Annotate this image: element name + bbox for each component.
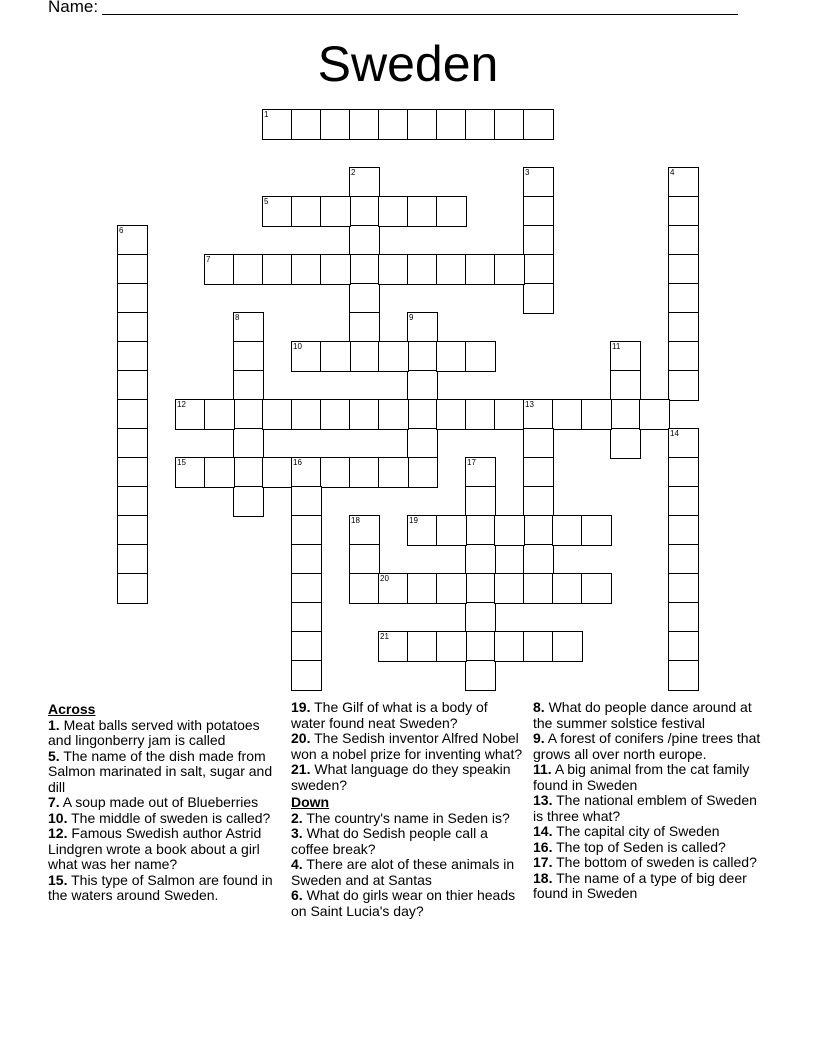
grid-cell[interactable] — [668, 312, 699, 343]
clue-item — [48, 811, 280, 827]
grid-cell[interactable] — [378, 196, 409, 227]
grid-cell[interactable] — [436, 573, 467, 604]
grid-cell[interactable] — [233, 254, 264, 285]
clue-text: A forest of conifers /pine trees that grows all over north europe. — [533, 730, 761, 762]
grid-cell[interactable] — [407, 457, 438, 488]
clue-item — [291, 762, 523, 793]
clue-item — [533, 840, 765, 856]
grid-cell[interactable] — [378, 457, 409, 488]
clues-column-2 — [291, 700, 523, 919]
grid-cell[interactable] — [291, 457, 322, 488]
grid-cell[interactable] — [581, 573, 612, 604]
grid-cell[interactable] — [233, 457, 264, 488]
clue-text: The country's name in Seden is? — [302, 809, 510, 826]
grid-cell[interactable] — [320, 341, 351, 372]
clue-number: 10. — [48, 809, 68, 826]
grid-cell[interactable] — [436, 515, 467, 546]
cell-number: 13 — [525, 400, 534, 409]
clues-column-1 — [48, 700, 280, 904]
grid-cell[interactable] — [465, 254, 496, 285]
clue-number: 8. — [533, 699, 545, 715]
grid-cell[interactable] — [262, 457, 293, 488]
cell-number: 12 — [177, 400, 186, 409]
grid-cell[interactable] — [639, 399, 670, 430]
grid-cell[interactable] — [320, 457, 351, 488]
cell-number: 18 — [351, 516, 360, 525]
clue-number: 9. — [533, 730, 545, 746]
grid-cell[interactable] — [523, 167, 554, 198]
grid-cell[interactable] — [523, 428, 554, 459]
cell-number: 11 — [612, 342, 621, 351]
grid-cell[interactable] — [349, 109, 380, 140]
grid-cell[interactable] — [204, 457, 235, 488]
grid-cell[interactable] — [378, 631, 409, 662]
clue-item — [291, 700, 523, 731]
grid-cell[interactable] — [117, 544, 148, 575]
grid-cell[interactable] — [291, 631, 322, 662]
clue-item — [48, 718, 280, 749]
clue-item — [533, 731, 765, 762]
grid-cell[interactable] — [349, 515, 380, 546]
grid-cell[interactable] — [668, 370, 699, 401]
grid-cell[interactable] — [378, 573, 409, 604]
grid-cell[interactable] — [668, 225, 699, 256]
grid-cell[interactable] — [204, 254, 235, 285]
grid-cell[interactable] — [117, 457, 148, 488]
puzzle-title: Sweden — [317, 36, 499, 92]
grid-cell[interactable] — [436, 109, 467, 140]
cell-number: 9 — [409, 313, 414, 322]
grid-cell[interactable] — [291, 486, 322, 517]
grid-cell[interactable] — [407, 341, 438, 372]
clue-text: The Gilf of what is a body of water found neat Sweden? — [291, 699, 488, 731]
grid-cell[interactable] — [523, 457, 554, 488]
grid-cell[interactable] — [117, 312, 148, 343]
clue-number: 13. — [533, 792, 553, 808]
grid-cell[interactable] — [291, 515, 322, 546]
clue-text: The capital city of Sweden — [552, 823, 720, 839]
grid-cell[interactable] — [117, 225, 148, 256]
grid-cell[interactable] — [523, 515, 554, 546]
grid-cell[interactable] — [465, 515, 496, 546]
grid-cell[interactable] — [465, 573, 496, 604]
grid-cell[interactable] — [523, 486, 554, 517]
grid-cell[interactable] — [668, 660, 699, 691]
grid-cell[interactable] — [610, 399, 641, 430]
clue-text: The top of Seden is called? — [552, 838, 726, 855]
clue-number: 19. — [291, 699, 311, 715]
grid-cell[interactable] — [407, 196, 438, 227]
clue-text: Famous Swedish author Astrid Lindgren wrote a book about a girl what was her name? — [48, 825, 262, 872]
clue-number: 6. — [291, 887, 303, 903]
grid-cell[interactable] — [668, 341, 699, 372]
cell-number: 2 — [351, 168, 356, 177]
grid-cell[interactable] — [552, 573, 583, 604]
grid-cell[interactable] — [117, 486, 148, 517]
clue-text: The name of a type of big deer found in Sweden — [533, 869, 747, 901]
grid-cell[interactable] — [668, 457, 699, 488]
grid-cell[interactable] — [291, 341, 322, 372]
grid-cell[interactable] — [349, 341, 380, 372]
name-label: Name: — [48, 0, 99, 16]
grid-cell[interactable] — [668, 573, 699, 604]
grid-cell[interactable] — [465, 602, 496, 633]
grid-cell[interactable] — [233, 370, 264, 401]
grid-cell[interactable] — [349, 312, 380, 343]
grid-cell[interactable] — [523, 109, 554, 140]
clue-text: The bottom of sweden is called? — [552, 854, 757, 870]
clue-item — [291, 731, 523, 762]
grid-cell[interactable] — [465, 544, 496, 575]
grid-cell[interactable] — [233, 486, 264, 517]
grid-cell[interactable] — [349, 573, 380, 604]
grid-cell[interactable] — [407, 573, 438, 604]
grid-cell[interactable] — [407, 515, 438, 546]
grid-cell[interactable] — [233, 312, 264, 343]
clue-number: 5. — [48, 747, 60, 764]
grid-cell[interactable] — [436, 631, 467, 662]
grid-cell[interactable] — [668, 254, 699, 285]
grid-cell[interactable] — [291, 573, 322, 604]
clue-text: Meat balls served with potatoes and lingonberry jam is called — [48, 716, 260, 748]
grid-cell[interactable] — [581, 515, 612, 546]
cell-number: 17 — [467, 458, 476, 467]
clue-item — [533, 700, 765, 731]
grid-cell[interactable] — [320, 399, 351, 430]
cell-number: 14 — [670, 429, 679, 438]
clue-item — [533, 855, 765, 871]
grid-cell[interactable] — [407, 399, 438, 430]
grid-cell[interactable] — [668, 428, 699, 459]
grid-cell[interactable] — [291, 254, 322, 285]
grid-cell[interactable] — [175, 399, 206, 430]
grid-cell[interactable] — [407, 370, 438, 401]
clue-item — [533, 871, 765, 902]
grid-cell[interactable] — [117, 428, 148, 459]
grid-cell[interactable] — [494, 109, 525, 140]
clue-number: 16. — [533, 838, 553, 855]
grid-cell[interactable] — [465, 109, 496, 140]
grid-cell[interactable] — [291, 602, 322, 633]
grid-cell[interactable] — [552, 631, 583, 662]
grid-cell[interactable] — [494, 515, 525, 546]
cell-number: 1 — [264, 110, 269, 119]
grid-cell[interactable] — [320, 196, 351, 227]
clue-number: 4. — [291, 856, 303, 872]
grid-cell[interactable] — [291, 544, 322, 575]
clue-text: The Sedish inventor Alfred Nobel won a nobel prize for inventing what? — [291, 730, 523, 762]
grid-cell[interactable] — [407, 254, 438, 285]
grid-cell[interactable] — [117, 283, 148, 314]
grid-cell[interactable] — [407, 109, 438, 140]
grid-cell[interactable] — [349, 225, 380, 256]
grid-cell[interactable] — [668, 167, 699, 198]
clue-number: 12. — [48, 825, 68, 841]
grid-cell[interactable] — [610, 341, 641, 372]
clue-text: A big animal from the cat family found in Sweden — [533, 761, 750, 793]
grid-cell[interactable] — [668, 602, 699, 633]
grid-cell[interactable] — [349, 457, 380, 488]
grid-cell[interactable] — [349, 196, 380, 227]
cell-number: 4 — [670, 168, 675, 177]
cell-number: 21 — [380, 632, 389, 641]
grid-cell[interactable] — [407, 631, 438, 662]
grid-cell[interactable] — [436, 254, 467, 285]
grid-cell[interactable] — [668, 544, 699, 575]
grid-cell[interactable] — [233, 399, 264, 430]
grid-cell[interactable] — [378, 109, 409, 140]
cell-number: 3 — [525, 168, 530, 177]
cell-number: 5 — [264, 197, 269, 206]
clue-text: There are alot of these animals in Sweden and at Santas — [291, 856, 515, 888]
grid-cell[interactable] — [523, 544, 554, 575]
clue-item — [291, 826, 523, 857]
grid-cell[interactable] — [233, 341, 264, 372]
grid-cell[interactable] — [378, 254, 409, 285]
clue-text: The middle of sweden is called? — [67, 809, 271, 826]
grid-cell[interactable] — [407, 312, 438, 343]
grid-cell[interactable] — [465, 457, 496, 488]
grid-cell[interactable] — [465, 631, 496, 662]
clue-item — [533, 793, 765, 824]
grid-cell[interactable] — [349, 283, 380, 314]
clue-text: What do girls wear on thier heads on Saint Lucia's day? — [291, 887, 516, 919]
clue-number: 15. — [48, 871, 68, 888]
grid-cell[interactable] — [233, 428, 264, 459]
grid-cell[interactable] — [262, 254, 293, 285]
grid-cell[interactable] — [117, 399, 148, 430]
grid-cell[interactable] — [610, 428, 641, 459]
grid-cell[interactable] — [523, 196, 554, 227]
grid-cell[interactable] — [378, 341, 409, 372]
grid-cell[interactable] — [494, 254, 525, 285]
grid-cell[interactable] — [349, 399, 380, 430]
grid-cell[interactable] — [494, 573, 525, 604]
grid-cell[interactable] — [407, 428, 438, 459]
grid-cell[interactable] — [465, 341, 496, 372]
clue-item — [48, 826, 280, 873]
grid-cell[interactable] — [552, 515, 583, 546]
clue-section-heading: Down — [291, 794, 330, 810]
grid-cell[interactable] — [436, 196, 467, 227]
grid-cell[interactable] — [668, 631, 699, 662]
grid-cell[interactable] — [117, 370, 148, 401]
grid-cell[interactable] — [117, 515, 148, 546]
clue-number: 17. — [533, 854, 553, 870]
clue-number: 3. — [291, 825, 303, 841]
grid-cell[interactable] — [291, 196, 322, 227]
grid-cell[interactable] — [175, 457, 206, 488]
clue-number: 20. — [291, 730, 311, 746]
clue-item — [291, 811, 523, 827]
clue-number: 11. — [533, 761, 552, 777]
clue-text: What do Sedish people call a coffee break? — [291, 825, 488, 857]
grid-cell[interactable] — [523, 225, 554, 256]
grid-cell[interactable] — [523, 399, 554, 430]
clue-item — [48, 873, 280, 904]
grid-cell[interactable] — [552, 399, 583, 430]
grid-cell[interactable] — [494, 631, 525, 662]
clue-item — [533, 824, 765, 840]
clue-item — [291, 888, 523, 919]
grid-cell[interactable] — [465, 399, 496, 430]
clue-section-heading: Across — [48, 701, 96, 717]
clue-number: 7. — [48, 794, 60, 810]
grid-cell[interactable] — [262, 399, 293, 430]
grid-cell[interactable] — [349, 254, 380, 285]
grid-cell[interactable] — [117, 341, 148, 372]
clue-number: 1. — [48, 716, 60, 733]
cell-number: 19 — [409, 516, 418, 525]
clue-text: The name of the dish made from Salmon marinated in salt, sugar and dill — [48, 747, 273, 795]
cell-number: 10 — [293, 342, 302, 351]
cell-number: 7 — [206, 255, 211, 264]
grid-cell[interactable] — [494, 399, 525, 430]
grid-cell[interactable] — [291, 399, 322, 430]
grid-cell[interactable] — [436, 341, 467, 372]
grid-cell[interactable] — [436, 399, 467, 430]
grid-cell[interactable] — [668, 196, 699, 227]
clue-item — [48, 795, 280, 811]
grid-cell[interactable] — [291, 109, 322, 140]
grid-cell[interactable] — [117, 573, 148, 604]
grid-cell[interactable] — [378, 399, 409, 430]
grid-cell[interactable] — [610, 370, 641, 401]
grid-cell[interactable] — [349, 544, 380, 575]
grid-cell[interactable] — [668, 486, 699, 517]
grid-cell[interactable] — [320, 254, 351, 285]
grid-cell[interactable] — [523, 631, 554, 662]
grid-cell[interactable] — [262, 109, 293, 140]
clue-number: 21. — [291, 761, 311, 777]
grid-cell[interactable] — [349, 167, 380, 198]
grid-cell[interactable] — [320, 109, 351, 140]
grid-cell[interactable] — [668, 283, 699, 314]
cell-number: 20 — [380, 574, 389, 583]
clue-number: 2. — [291, 809, 303, 826]
cell-number: 16 — [293, 458, 302, 467]
clue-number: 18. — [533, 869, 553, 886]
grid-cell[interactable] — [204, 399, 235, 430]
grid-cell[interactable] — [523, 283, 554, 314]
grid-cell[interactable] — [523, 573, 554, 604]
grid-cell[interactable] — [117, 254, 148, 285]
grid-cell[interactable] — [581, 399, 612, 430]
grid-cell[interactable] — [291, 660, 322, 691]
cell-number: 15 — [177, 458, 186, 467]
clue-text: What do people dance around at the summer solstice festival — [533, 699, 752, 731]
clue-text: A soup made out of Blueberries — [59, 794, 259, 810]
clue-text: This type of Salmon are found in the waters around Sweden. — [48, 871, 273, 903]
clues-column-3 — [533, 700, 765, 902]
clue-item — [48, 749, 280, 796]
grid-cell[interactable] — [465, 660, 496, 691]
grid-cell[interactable] — [668, 515, 699, 546]
clue-item — [533, 762, 765, 793]
clue-number: 14. — [533, 823, 553, 839]
cell-number: 6 — [119, 226, 124, 235]
clue-text: The national emblem of Sweden is three what? — [533, 792, 757, 824]
clue-item — [291, 857, 523, 888]
cell-number: 8 — [235, 313, 240, 322]
grid-cell[interactable] — [523, 254, 554, 285]
clue-text: What language do they speakin sweden? — [291, 761, 511, 793]
grid-cell[interactable] — [465, 486, 496, 517]
grid-cell[interactable] — [262, 196, 293, 227]
